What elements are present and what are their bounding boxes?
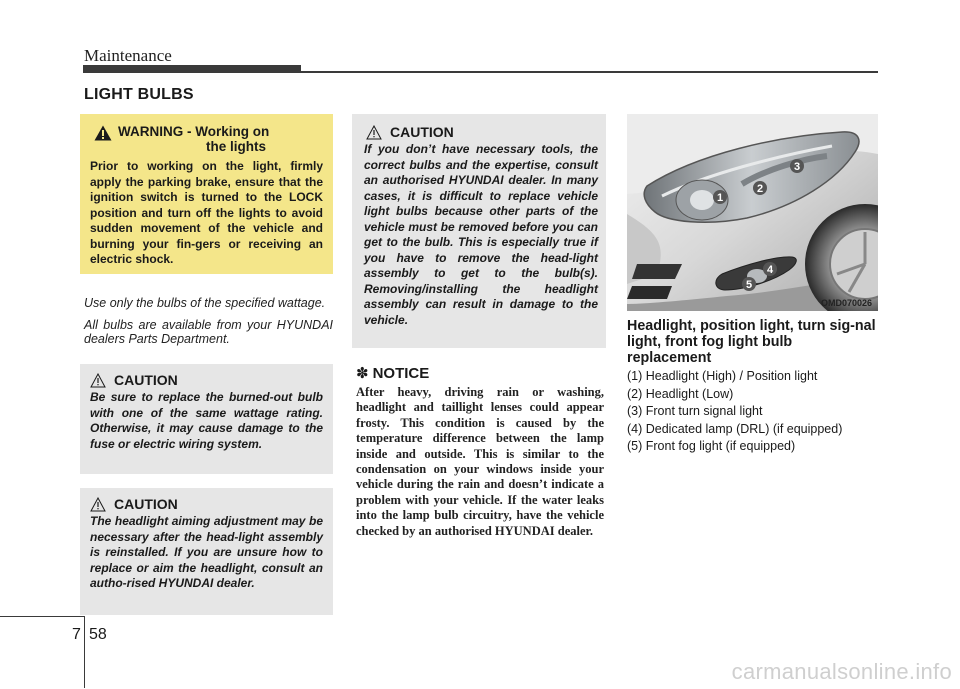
chapter-number: 7	[72, 626, 81, 643]
warning-subtitle-1: - Working on	[187, 124, 270, 139]
caution-box-aiming	[80, 488, 333, 615]
intro-line-1: Use only the bulbs of the specified wattage.	[84, 296, 326, 310]
caution-label: CAUTION	[114, 496, 178, 512]
section-title: Maintenance	[84, 46, 172, 65]
callout-2: 2	[756, 183, 764, 195]
page-title: LIGHT BULBS	[84, 86, 194, 103]
intro-line-2: All bulbs are available from your HYUNDAI dealers Parts Department.	[84, 317, 333, 346]
warning-text: Prior to working on the light, firmly apply the parking brake, ensure that the ignition switch is turned to the LOCK position and turn off the lights to avoid sudden movement of the vehicle and burning your fin-gers or receiving an electric shock.	[90, 159, 323, 266]
callout-4: 4	[766, 264, 774, 276]
warning-box	[80, 114, 333, 274]
list-item: (1) Headlight (High) / Position light	[627, 369, 818, 383]
headlight-section-title: Headlight, position light, turn sig-nal light, front fog light bulb replacement	[627, 318, 876, 366]
callout-5: 5	[745, 279, 753, 291]
caution-header	[90, 372, 323, 388]
page-number: 58	[89, 626, 107, 643]
caution-box-tools	[352, 114, 606, 348]
headlight-figure	[627, 114, 878, 311]
caution-triangle-icon	[366, 125, 382, 140]
intro-text	[84, 296, 333, 354]
header-rule	[83, 71, 878, 73]
caution-label: CAUTION	[114, 372, 178, 388]
watermark: carmanualsonline.info	[731, 659, 952, 684]
notice-symbol-icon: ✽	[356, 365, 369, 382]
footer-rule	[0, 616, 85, 617]
caution-text: Be sure to replace the burned-out bulb with one of the same wattage rating. Otherwise, it may cause damage to the fuse or electric wiring system.	[90, 390, 323, 451]
caution-box-wattage	[80, 364, 333, 474]
caution-triangle-icon	[90, 497, 106, 512]
caution-text: The headlight aiming adjustment may be necessary after the head-light assembly is reinstalled. If you are unsure how to replace or aim the headlight, consult an autho-rised HYUNDAI dealer.	[90, 514, 323, 590]
caution-header	[90, 496, 323, 512]
warning-label: WARNING	[118, 124, 184, 139]
headlight-photo	[627, 114, 878, 311]
warning-header	[94, 124, 323, 154]
notice-text: After heavy, driving rain or washing, headlight and taillight lenses could appear frosty. This condition is caused by the temperature difference between the lamp inside and outside. This is similar to the condensation on your windows inside your vehicle during the rain and doesn’t indicate a problem with your vehicle. If the water leaks into the lamp bulb circuitry, have the vehicle checked by an authorised HYUNDAI dealer.	[356, 385, 604, 538]
footer-divider	[84, 616, 85, 688]
warning-triangle-icon	[94, 125, 112, 141]
list-item: (2) Headlight (Low)	[627, 386, 734, 401]
callout-3: 3	[793, 161, 801, 173]
list-item: (3) Front turn signal light	[627, 404, 763, 418]
notice-label: NOTICE	[372, 364, 430, 382]
caution-label: CAUTION	[390, 124, 454, 140]
warning-subtitle-2: the lights	[206, 139, 266, 154]
caution-header	[366, 124, 598, 140]
bulb-list	[627, 368, 879, 456]
caution-triangle-icon	[90, 373, 106, 388]
figure-caption: OMD070026	[820, 298, 872, 308]
callout-1: 1	[716, 192, 724, 204]
caution-text: If you don’t have necessary tools, the correct bulbs and the expertise, consult an authorised HYUNDAI dealer. In many cases, it is difficult to replace vehicle light bulbs because other parts of the vehicle must be removed before you can get to the bulb. This is especially true if you have to remove the head-light assembly to get to the bulb(s). Removing/installing the headlight assembly can result in damage to the vehicle.	[364, 142, 598, 327]
list-item: (4) Dedicated lamp (DRL) (if equipped)	[627, 421, 843, 436]
list-item: (5) Front fog light (if equipped)	[627, 439, 796, 453]
notice-title	[356, 364, 429, 382]
